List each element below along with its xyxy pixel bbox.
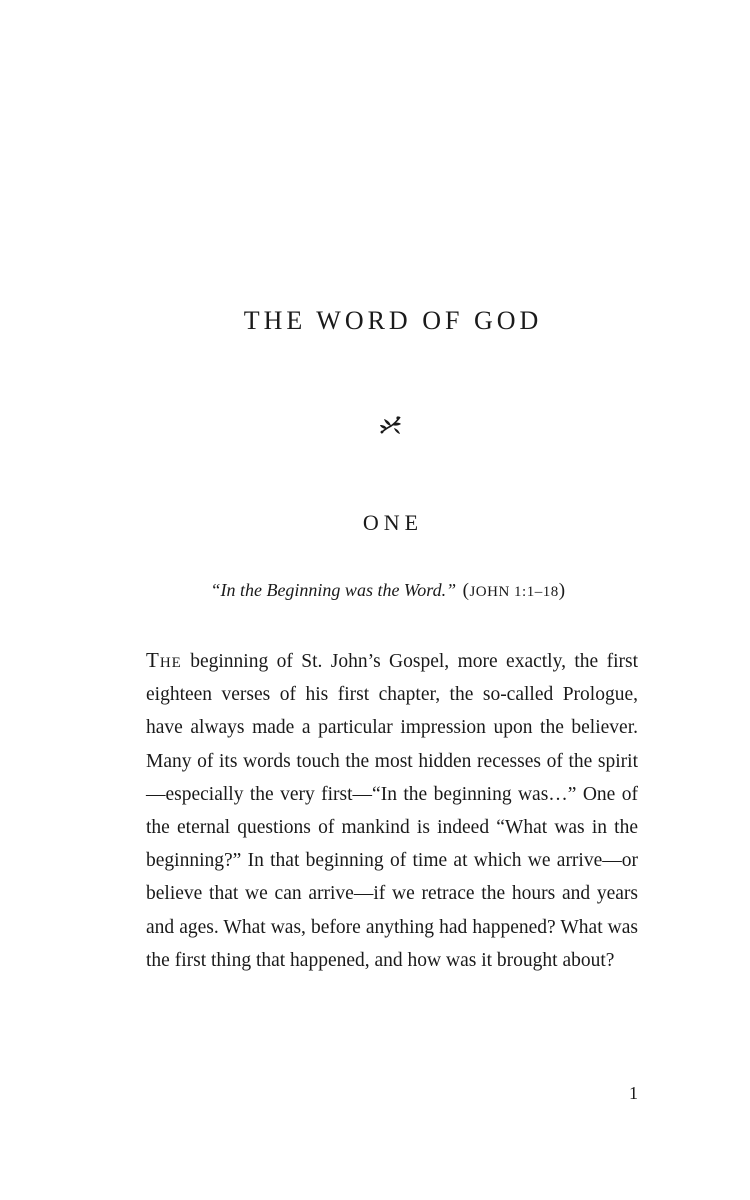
- lead-word-small-caps: The: [146, 648, 182, 672]
- body-paragraph: [146, 644, 638, 977]
- page-number: 1: [629, 1083, 638, 1103]
- chapter-number: ONE: [362, 510, 424, 535]
- epigraph-close-paren: ): [558, 580, 566, 601]
- epigraph-reference: JOHN 1:1–18: [469, 584, 559, 600]
- epigraph-reference-group: [462, 580, 566, 601]
- body-paragraph-text: beginning of St. John’s Gospel, more exactly, the first eighteen verses of his first chapter, the so-called Prologue, have always made a particular impression upon the believer. Many of its words touch the most hidden recesses of the spirit—especially the very first—“In the beginning was…” One of the eternal questions of mankind is indeed “What was in the beginning?” In that beginning of time at which we arrive—or believe that we can arrive—if we retrace the hours and years and ages. What was, before anything had happened? What was the first thing that happened, and how was it brought about?: [146, 651, 638, 971]
- floral-fleuron-icon: [378, 414, 404, 436]
- epigraph-quote: “In the Beginning was the Word.”: [210, 580, 457, 600]
- chapter-epigraph: [0, 580, 750, 602]
- part-title: THE WORD OF GOD: [243, 306, 543, 335]
- epigraph-open-paren: (: [462, 580, 470, 601]
